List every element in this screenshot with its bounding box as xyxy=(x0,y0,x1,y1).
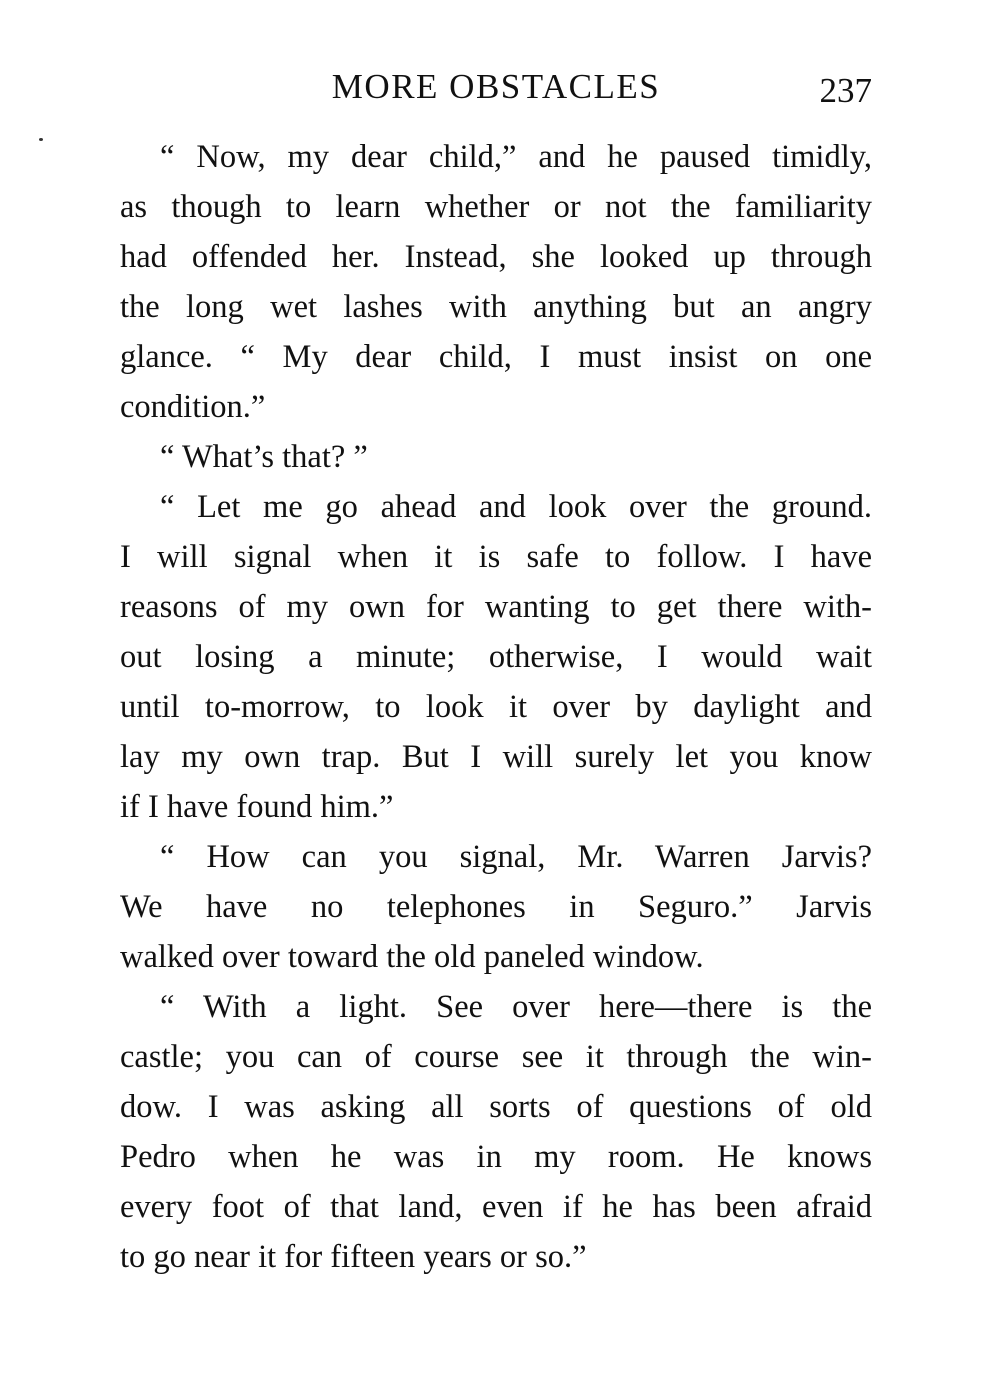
text-line: glance. “ My dear child, I must insist on one xyxy=(120,339,872,375)
text-line: “ How can you signal, Mr. Warren Jarvis? xyxy=(160,839,872,875)
text-line: “ With a light. See over here—there is the xyxy=(160,989,872,1025)
text-line: as though to learn whether or not the familiarity xyxy=(120,189,872,225)
text-line: every foot of that land, even if he has been afraid xyxy=(120,1189,872,1225)
text-line: to go near it for fifteen years or so.” xyxy=(120,1239,587,1275)
text-line: out losing a minute; otherwise, I would wait xyxy=(120,639,872,675)
page-number: 237 xyxy=(819,71,872,110)
text-line: the long wet lashes with anything but an angry xyxy=(120,289,872,325)
text-line: walked over toward the old paneled window. xyxy=(120,939,704,975)
text-line: “ What’s that? ” xyxy=(160,439,368,475)
running-title: MORE OBSTACLES xyxy=(331,67,661,106)
text-line: dow. I was asking all sorts of questions of old xyxy=(120,1089,872,1125)
text-line: castle; you can of course see it through the win- xyxy=(120,1039,872,1075)
text-line: “ Let me go ahead and look over the ground. xyxy=(160,489,872,525)
running-head xyxy=(120,62,872,112)
text-line: We have no telephones in Seguro.” Jarvis xyxy=(120,889,872,925)
text-line: condition.” xyxy=(120,389,266,425)
stray-ink-mark xyxy=(39,138,43,141)
text-line: Pedro when he was in my room. He knows xyxy=(120,1139,872,1175)
text-line: reasons of my own for wanting to get there with- xyxy=(120,589,872,625)
body-text xyxy=(120,132,872,1282)
text-line: lay my own trap. But I will surely let you know xyxy=(120,739,872,775)
text-line: “ Now, my dear child,” and he paused timidly, xyxy=(160,139,872,175)
text-line: if I have found him.” xyxy=(120,789,394,825)
text-line: had offended her. Instead, she looked up through xyxy=(120,239,872,275)
text-line: I will signal when it is safe to follow. I have xyxy=(120,539,872,575)
text-line: until to-morrow, to look it over by daylight and xyxy=(120,689,872,725)
